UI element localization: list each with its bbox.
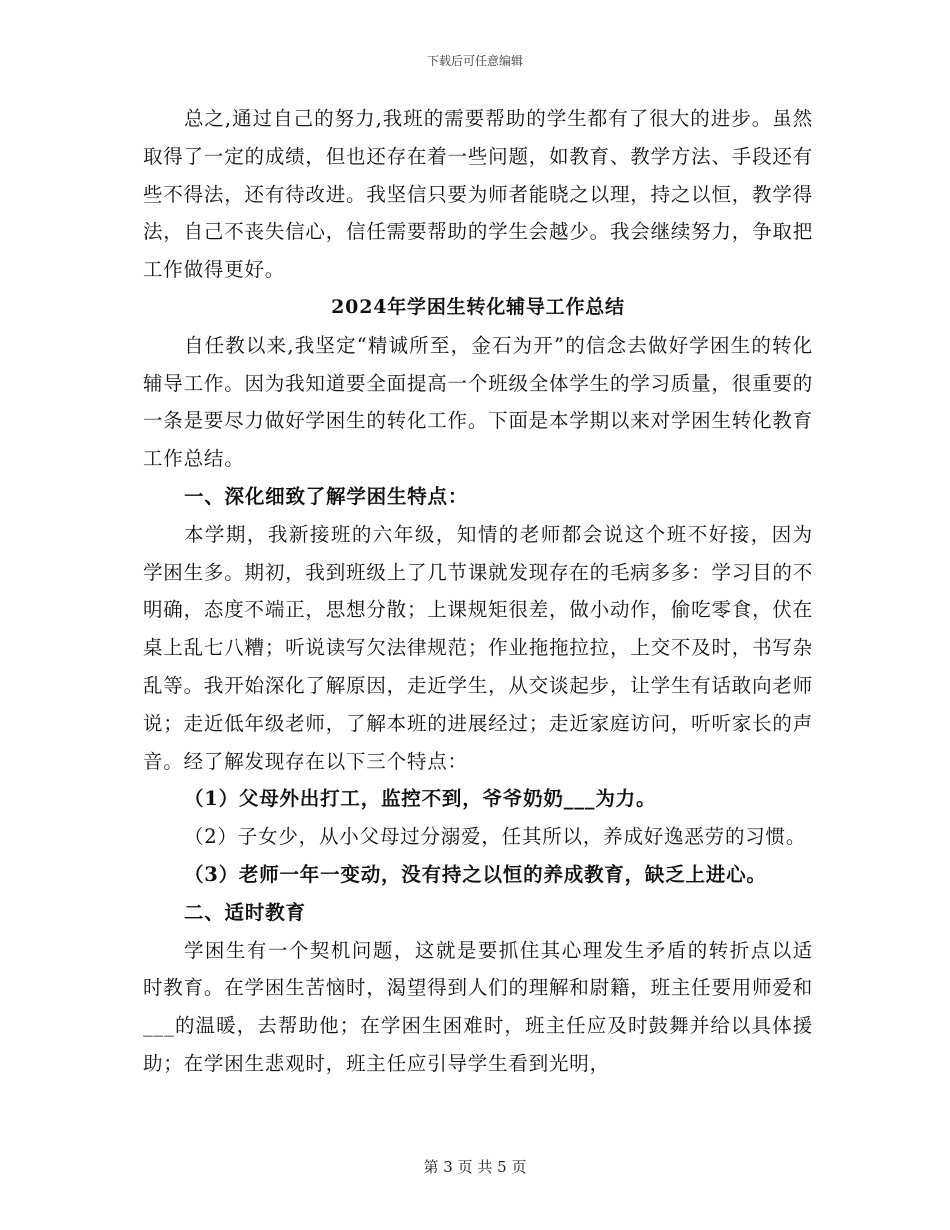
heading-understand-students: 一、深化细致了解学困生特点： <box>183 484 469 508</box>
paragraph-intro: 自任教以来,我坚定“精诚所至，金石为开”的信念去做好学困生的转化辅导工作。因为我知道要全面提高一个班级全体学生的学习质量，很重要的一条是要尽力做好学困生的转化工作。下面是本学期以来对学困生转化教育工作总结。 <box>143 333 813 471</box>
list-item-3: （3）老师一年一变动，没有持之以恒的养成教育，缺乏上进心。 <box>183 862 767 886</box>
heading-timely-education: 二、适时教育 <box>183 900 306 924</box>
list-item-1: （1）父母外出打工，监控不到，爷爷奶奶___为力。 <box>183 787 657 811</box>
paragraph-timely-education: 学困生有一个契机问题，这就是要抓住其心理发生矛盾的转折点以适时教育。在学困生苦恼时，渴望得到人们的理解和尉籍，班主任要用师爱和___的温暖，去帮助他；在学困生困难时，班主任应及时鼓舞并给以具体援助；在学困生悲观时，班主任应引导学生看到光明， <box>143 938 813 1075</box>
page-header: 下载后可任意编辑 <box>426 54 523 68</box>
document-body <box>143 100 813 1083</box>
page-footer: 第 3 页 共 5 页 <box>423 1158 527 1176</box>
section-title: 2024年学困生转化辅导工作总结 <box>331 295 625 318</box>
list-item-2: （2）子女少，从小父母过分溺爱，任其所以，养成好逸恶劳的习惯。 <box>183 825 807 849</box>
paragraph-conclusion: 总之,通过自己的努力,我班的需要帮助的学生都有了很大的进步。虽然取得了一定的成绩，但也还存在着一些问题，如教育、教学方法、手段还有些不得法，还有待改进。我坚信只要为师者能晓之以理，持之以恒，教学得法，自己不丧失信心，信任需要帮助的学生会越少。我会继续努力，争取把工作做得更好。 <box>143 107 813 282</box>
paragraph-observations: 本学期，我新接班的六年级，知情的老师都会说这个班不好接，因为学困生多。期初，我到班级上了几节课就发现存在的毛病多多：学习目的不明确，态度不端正，思想分散；上课规矩很差，做小动作，偷吃零食，伏在桌上乱七八糟；听说读写欠法律规范；作业拖拖拉拉，上交不及时，书写杂乱等。我开始深化了解原因，走近学生，从交谈起步，让学生有话敢向老师说；走近低年级老师，了解本班的进展经过；走近家庭访问，听听家长的声音。经了解发现存在以下三个特点： <box>143 522 813 773</box>
